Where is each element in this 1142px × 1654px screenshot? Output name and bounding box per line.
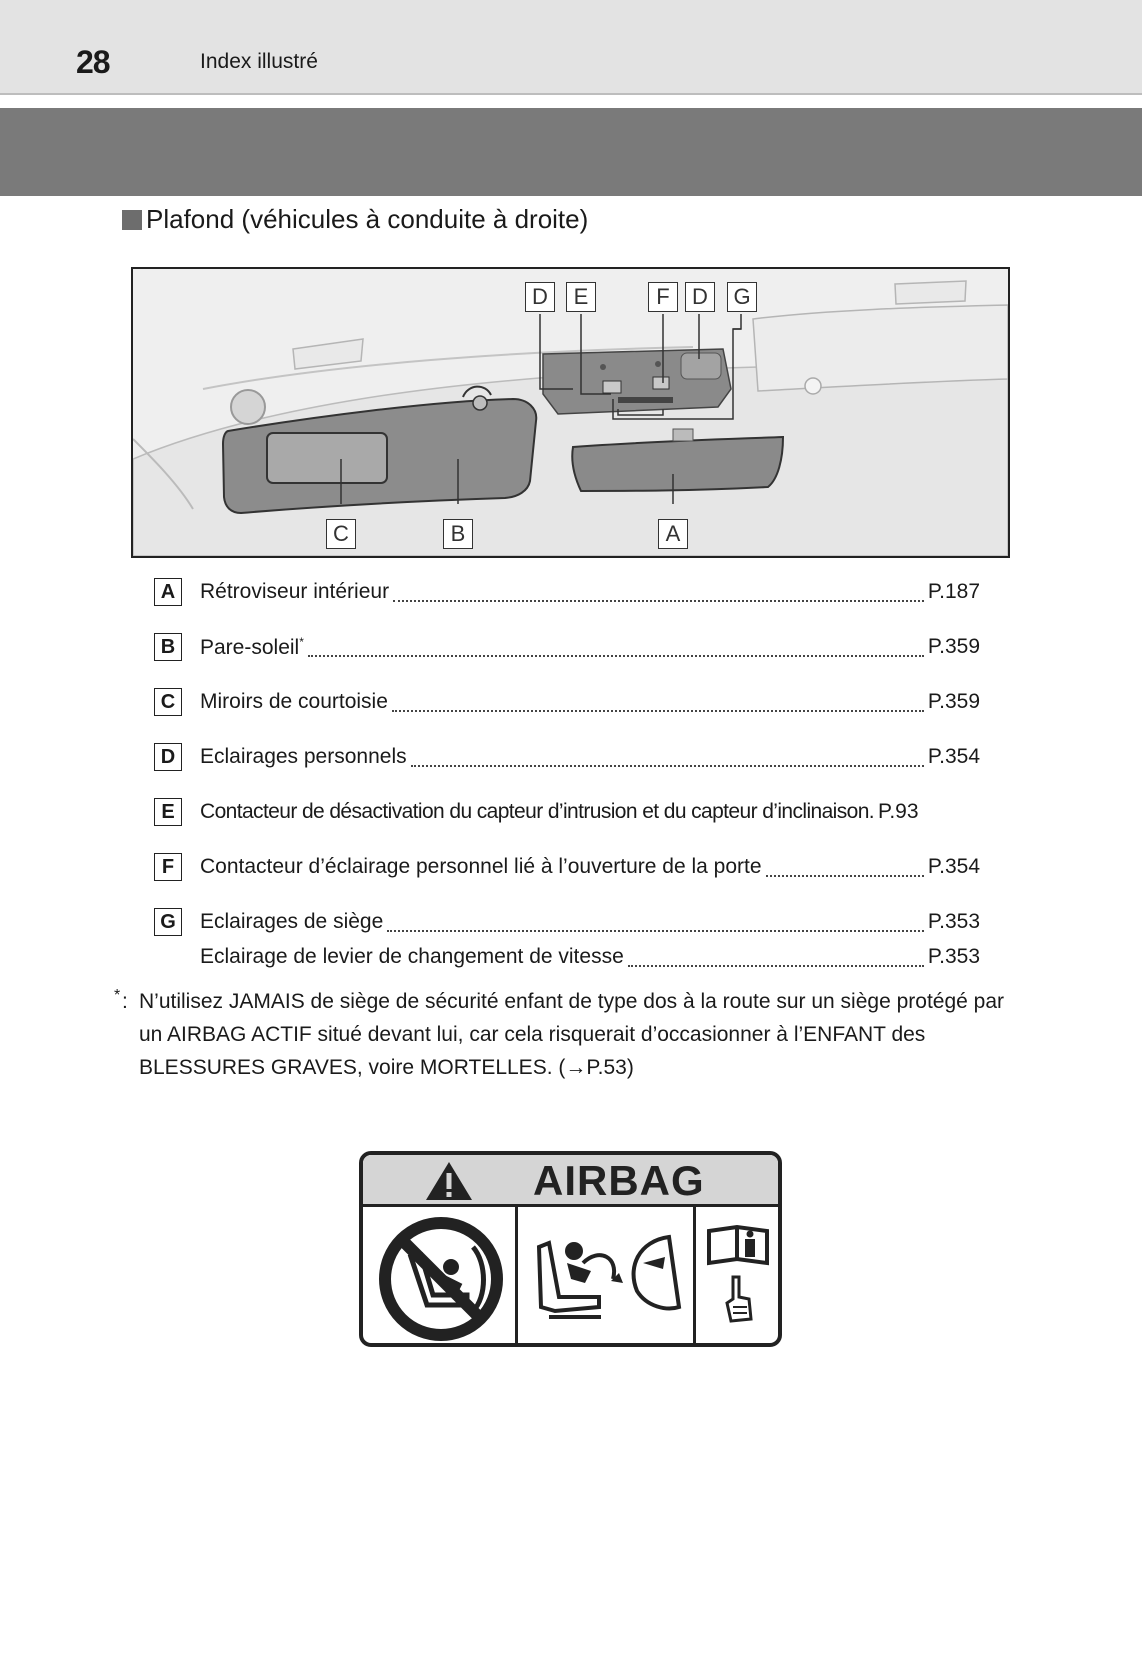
item-letter: D xyxy=(154,743,182,771)
no-rear-facing-child-seat-icon xyxy=(363,1207,513,1343)
item-letter: G xyxy=(154,908,182,936)
callout-b: B xyxy=(443,519,473,549)
page-reference[interactable]: P.354 xyxy=(927,745,980,768)
callout-d-right: D xyxy=(685,282,715,312)
page-reference[interactable]: P.359 xyxy=(927,635,980,658)
list-item xyxy=(154,577,980,607)
footnote-colon: : xyxy=(122,990,128,1013)
leader-dots xyxy=(308,655,924,657)
list-item xyxy=(154,687,980,717)
callout-f: F xyxy=(648,282,678,312)
page-header xyxy=(0,0,1142,94)
item-label: Eclairage de levier de changement de vitesse xyxy=(200,945,624,968)
ceiling-illustration xyxy=(131,267,1010,558)
footnote-text: N’utilisez JAMAIS de siège de sécurité enfant de type dos à la route sur un siège protégé par un AIRBAG ACTIF situé devant lui, car cela risquerait d’occasionner à l’ENFANT des BLESSURES GRAVES, voire MORTELLES. (→P.53) xyxy=(139,990,1004,1079)
running-title: Index illustré xyxy=(200,50,318,73)
page-reference[interactable]: P.353 xyxy=(927,910,980,933)
item-label: Eclairages de siège xyxy=(200,910,384,933)
item-label: Miroirs de courtoisie xyxy=(200,690,388,713)
pictogram-divider xyxy=(515,1207,518,1347)
leader-dots xyxy=(387,930,924,932)
page-reference[interactable]: P.93 xyxy=(878,800,919,823)
list-item xyxy=(154,907,980,937)
list-item xyxy=(154,852,980,882)
leader-dots xyxy=(392,710,924,712)
footnote xyxy=(114,985,1014,1084)
page-reference[interactable]: P.353 xyxy=(927,945,980,968)
section-band xyxy=(0,108,1142,196)
callout-g: G xyxy=(727,282,757,312)
leader-dots xyxy=(766,875,924,877)
item-letter xyxy=(154,943,182,971)
leader-dots xyxy=(411,765,924,767)
item-letter: B xyxy=(154,633,182,661)
section-title xyxy=(122,204,588,235)
list-item xyxy=(154,797,980,827)
section-square-icon xyxy=(122,210,142,230)
airbag-title: AIRBAG xyxy=(533,1157,705,1204)
header-rule xyxy=(0,93,1142,95)
page-reference[interactable]: P.187 xyxy=(927,580,980,603)
item-label: Eclairages personnels xyxy=(200,745,407,768)
callout-d-left: D xyxy=(525,282,555,312)
item-label: Contacteur de désactivation du capteur d’intrusion et du capteur d’inclinaison. xyxy=(200,800,875,823)
item-label: Pare-soleil* xyxy=(200,634,304,659)
list-item xyxy=(154,942,980,972)
list-item xyxy=(154,742,980,772)
warning-triangle-icon xyxy=(423,1159,475,1203)
pictogram-divider xyxy=(693,1207,696,1347)
page-number: 28 xyxy=(76,44,110,80)
airbag-label-pictograms xyxy=(363,1207,778,1347)
page-reference[interactable]: P.354 xyxy=(927,855,980,878)
page-reference[interactable]: P.359 xyxy=(927,690,980,713)
footnote-mark: * xyxy=(299,634,304,649)
item-letter: A xyxy=(154,578,182,606)
leader-dots xyxy=(628,965,924,967)
item-letter: C xyxy=(154,688,182,716)
callout-e: E xyxy=(566,282,596,312)
callout-c: C xyxy=(326,519,356,549)
section-title-text: Plafond (véhicules à conduite à droite) xyxy=(146,204,589,234)
item-letter: F xyxy=(154,853,182,881)
item-label: Rétroviseur intérieur xyxy=(200,580,390,603)
leader-dots xyxy=(393,600,924,602)
item-label: Contacteur d’éclairage personnel lié à l’ouverture de la porte xyxy=(200,855,762,878)
callout-a: A xyxy=(658,519,688,549)
item-letter: E xyxy=(154,798,182,826)
list-item xyxy=(154,632,980,662)
manual-info-icon xyxy=(697,1207,779,1343)
footnote-mark: * xyxy=(114,987,121,1004)
airbag-deploy-icon xyxy=(519,1207,693,1343)
airbag-label-header xyxy=(363,1155,778,1207)
airbag-warning-label xyxy=(359,1151,782,1347)
ceiling-drawing xyxy=(133,269,1008,556)
